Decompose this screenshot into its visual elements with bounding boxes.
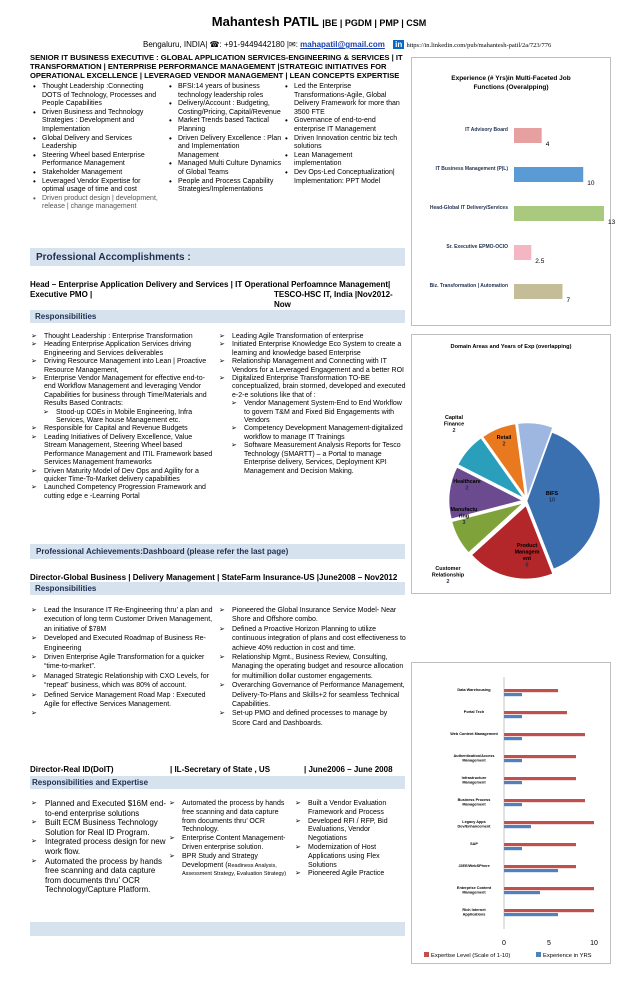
bar: [504, 777, 576, 780]
footer-bar: [30, 922, 405, 936]
slice-label: Healthcare: [453, 479, 481, 485]
list-item: ➢ Driving Resource Management into Lean | Proactive Resource Management,: [30, 358, 215, 375]
list-item: ➢ Developed RFI / RFP, Bid Evaluations, Vendor Negotiations: [294, 818, 406, 844]
list-item: ➢ Heading Enterprise Application Services driving Engineering and Services deliverables: [30, 341, 215, 358]
job2-responsibilities-label: Responsibilities: [35, 584, 97, 593]
list-item: ➢ Enterprise Vendor Management for effective end-to-end Workflow Management and leveraging Vendor Capabilities for business through Time/Materials and Results Based Contracts:: [30, 375, 215, 409]
summary-col-2: [166, 83, 282, 195]
email-link[interactable]: mahapatil@gmail.com: [300, 40, 385, 49]
bar: [504, 865, 576, 868]
list-item: • Delivery/Account : Budgeting, Costing/Pricing, Capital/Revenue: [166, 100, 282, 117]
category-label: Biz. Transformation | Automation: [429, 283, 508, 289]
list-item: • Market Trends based Tactical Planning: [166, 117, 282, 134]
tick-label: 10: [590, 940, 598, 947]
list-item: ➢ Leading Initiatives of Delivery Excellence, Value Stream Management, Steering Wheel based Performance Management and ITIL Framework based Services Management frameworks: [30, 434, 215, 468]
slice-value: 3: [462, 520, 466, 526]
category-label: Head-Global IT Delivery/Services: [429, 205, 508, 211]
list-item: • Dev Ops-Led Conceptualization| Implementation: PPT Model: [282, 169, 400, 186]
slice-label: Product: [516, 543, 538, 549]
list-item: • Lean Management implementation: [282, 152, 400, 169]
contact-line: [143, 40, 638, 49]
data-label: 2.5: [535, 258, 545, 265]
data-label: 10: [587, 180, 595, 187]
list-item: ➢ Software Measurement Analysis Reports for Tesco Technology (SMARTT) – a Portal to manage Enterprise delivery, Services, Deployment KPI Management and Decision Making.: [218, 442, 406, 476]
tick-label: 0: [502, 940, 506, 947]
category-label: Authentication/Access: [453, 754, 495, 758]
list-item: • Governance of end-to-end enterprise IT Management: [282, 117, 400, 134]
data-label: 7: [566, 297, 571, 304]
list-item: ➢ Driven Enterprise Agile Transformation for a quicker “time-to-market”.: [30, 653, 215, 672]
bar: [514, 128, 542, 143]
category-label: Management: [462, 780, 486, 785]
category-label: Rich Internet: [462, 908, 486, 912]
list-item: ➢ Relationship Management and Connecting with IT Vendors for a Leveraged Engagement and a better ROI: [218, 358, 406, 375]
job3-col-1: [30, 799, 170, 895]
summary-section: [30, 53, 404, 246]
chart-title: Functions (Overalpping): [473, 84, 549, 91]
list-item: ➢ Automated the process by hands free scanning and data capture from documents thru’ OCR Technology/Capture Platform.: [30, 857, 170, 895]
job1-title: [30, 280, 405, 309]
list-item: ➢ Driven Maturity Model of Dev Ops and Agility for a quicker Time-To-Market delivery capabilities: [30, 468, 215, 485]
summary-heading-line-3: OPERATIONAL EXCELLENCE | LEVERAGED VENDOR MANAGEMENT | LEAN CONCEPTS EXPERTISE: [30, 71, 400, 80]
legend-label: Expertise Level (Scale of 1-10): [431, 953, 511, 959]
bar: [504, 869, 558, 872]
category-label: Management: [462, 890, 486, 895]
header-name-line: [0, 14, 638, 29]
header: [0, 14, 638, 29]
bar: [504, 825, 531, 828]
category-label: Management: [462, 758, 486, 763]
expertise-bar-chart-svg: [412, 663, 610, 963]
summary-heading: [30, 53, 404, 80]
contact-text: Bengaluru, INDIA| ☎: +91-9449442180 |✉:: [143, 40, 301, 49]
list-item: ➢ Initiated Enterprise Knowledge Eco System to create a learning and knowledge based Enterprise: [218, 341, 406, 358]
list-item: ➢ Developed and Executed Roadmap of Business Re-Engineering: [30, 634, 215, 653]
list-item: • Global Delivery and Services Leadership: [30, 135, 158, 152]
job3-col-3: [294, 800, 406, 879]
legend-label: Experience in YRS: [543, 953, 592, 959]
bar: [504, 733, 585, 736]
list-item: • Steering Wheel based Enterprise Performance Management: [30, 152, 158, 169]
slice-label: BIFS: [545, 491, 559, 497]
linkedin-link[interactable]: https://in.linkedin.com/pub/mahantesh-patil/2a/723/776: [406, 42, 552, 49]
slice-label: Relationship: [431, 572, 465, 579]
job2-left-list: [30, 606, 215, 709]
list-item: • Stakeholder Management: [30, 169, 158, 178]
qualifications: |BE | PGDM | PMP | CSM: [322, 18, 427, 28]
bar: [514, 284, 562, 299]
category-label: Enterprise Content: [456, 886, 492, 890]
experience-bar-chart-svg: [412, 58, 616, 325]
job3-role: Director-Real ID(DoIT): [30, 765, 114, 774]
list-item: • Led the Enterprise Transformations-Agile, Global Delivery Framework for more than 3500 FTE: [282, 83, 400, 117]
bar: [504, 759, 522, 762]
slice-value: 2: [465, 485, 469, 492]
bar: [504, 887, 594, 890]
dashboard-bar: [30, 544, 405, 559]
bar: [504, 803, 522, 806]
summary-heading-line-1: SENIOR IT BUSINESS EXECUTIVE : GLOBAL APPLICATION SERVICES-ENGINEERING & SERVICES | IT: [30, 53, 403, 62]
slice-value: 10: [549, 497, 555, 504]
category-label: SAP: [470, 842, 478, 846]
list-item: ➢ Defined a Proactive Horizon Planning to utilize continuous integration of plans and cost effectiveness to achieve 40% reduction in cost and time.: [218, 625, 406, 653]
list-item: ➢ Pioneered Agile Practice: [294, 870, 406, 879]
bpr-detail: Readiness Analysis, Assessment Strategy, Evaluation Strategy): [182, 862, 287, 878]
list-item: ➢ Overarching Governance of Performance Management, Delivery-To-Plans and Skills+2 for seamless Technical Capabilities.: [218, 681, 406, 709]
list-item: • BFSI:14 years of business technology leadership roles: [166, 83, 282, 100]
bar: [504, 781, 522, 784]
category-label: Business Process: [457, 798, 491, 802]
category-label: IT Advisory Board: [465, 127, 508, 133]
slice-label: ring: [458, 513, 470, 520]
job1-right-list: [218, 333, 406, 476]
category-label: Infrastructure: [461, 776, 487, 780]
list-item: ➢ Built ECM Business Technology Solution for Real ID Program.: [30, 818, 170, 837]
bar: [504, 909, 594, 912]
candidate-name: Mahantesh PATIL: [211, 14, 319, 29]
bar: [504, 847, 522, 850]
list-item: ➢ Competency Development Management-digitalized workflow to manage IT Trainings: [218, 425, 406, 442]
experience-chart: [411, 57, 616, 326]
bar: [504, 843, 576, 846]
list-item: • Leveraged Vendor Expertise for optimal usage of time and cost: [30, 178, 158, 195]
list-item: ➢ Built a Vendor Evaluation Framework and Process: [294, 800, 406, 818]
slice-label: Finance: [443, 421, 465, 428]
slice-label: ent: [522, 556, 532, 562]
category-label: Legacy Apps: [462, 820, 486, 824]
list-item: ➢ Lead the Insurance IT Re-Engineering thru’ a plan and execution of long term Customer Driven Management, an initiative of $78M: [30, 606, 215, 634]
bar: [514, 206, 604, 221]
list-item: • Driven product design | development, release | change management: [30, 195, 158, 212]
category-label: Portal Tech: [463, 710, 485, 714]
category-label: Applications: [462, 912, 486, 917]
slice-value: 2: [452, 428, 456, 434]
bpr-text: BPR Study and Strategy Development (: [182, 852, 258, 869]
list-item: ➢ Launched Competency Progression Framework and cutting edge e -Learning Portal: [30, 484, 215, 501]
bar: [504, 715, 522, 718]
summary-col-3: [282, 83, 400, 186]
category-label: Sr. Executive EPMO-OCIO: [446, 244, 508, 250]
job2-right-list: [218, 606, 406, 728]
expertise-chart: [411, 662, 611, 964]
category-label: J2EE/WebSPhere: [458, 864, 490, 868]
slice-label: Retail: [496, 435, 512, 441]
dashboard-label: Professional Achievements:Dashboard (please refer the last page): [36, 547, 289, 556]
accomplishments-bar: [30, 248, 405, 266]
bar: [504, 821, 594, 824]
list-item: ➢ Responsible for Capital and Revenue Budgets: [30, 425, 215, 433]
summary-col-1: [30, 83, 158, 212]
bar: [514, 245, 531, 260]
bar: [504, 737, 522, 740]
list-item: ➢ Automated the process by hands free scanning and data capture from documents thru’ OCR Technology.: [168, 800, 293, 835]
domain-pie-chart-svg: [412, 335, 610, 593]
bar: [504, 693, 522, 696]
category-label: IT Business Management (P|L): [435, 166, 508, 172]
slice-label: Customer: [435, 566, 461, 572]
list-item: • Driven Innovation centric biz tech solutions: [282, 135, 400, 152]
list-item: • Managed Multi Culture Dynamics of Global Teams: [166, 160, 282, 177]
legend-swatch: [424, 952, 429, 957]
slice-label: Manufactu: [450, 507, 478, 513]
category-label: Web Content Management: [450, 732, 498, 736]
bar: [504, 689, 558, 692]
category-label: Data Warehousing: [457, 688, 491, 692]
bar: [504, 799, 585, 802]
list-item: ➢ Relationship Mgmt., Business Review, Consulting, Managing the operating budget and resource allocation for multimillion dollar customer engagements.: [218, 653, 406, 681]
legend-swatch: [536, 952, 541, 957]
job2-responsibilities-bar: [30, 582, 405, 595]
slice-value: 5: [525, 562, 529, 569]
category-label: Management: [462, 802, 486, 807]
bar: [504, 891, 540, 894]
list-item: ➢ Defined Service Management Road Map : Executed Agile for effective Services Management.: [30, 691, 215, 710]
chart-title: Domain Areas and Years of Exp (overlapping): [450, 344, 572, 350]
job3-responsibilities-bar: [30, 776, 405, 789]
list-item: ➢ Vendor Management System-End to End Workflow to govern T&M and Fixed Bid Engagements with Vendors: [218, 400, 406, 425]
domain-chart: [411, 334, 611, 594]
job3-org: | IL-Secretary of State , US: [170, 765, 271, 774]
job3-col-2: [168, 800, 293, 879]
accomplishments-heading: Professional Accomplishments :: [36, 252, 191, 263]
list-item: ➢ Digitalized Enterprise Transformation TO-BE conceptualized, brain stormed, developed and executed e-2-e solutions like that of :: [218, 375, 406, 400]
summary-heading-line-2: TRANSFORMATION | ENTERPRISE PERFORMANCE MANAGEMENT |STRATEGIC INITIATIVES FOR: [30, 62, 387, 71]
linkedin-icon[interactable]: in: [395, 40, 403, 49]
job1-responsibilities-label: Responsibilities: [35, 312, 97, 321]
job3-title: [30, 765, 408, 775]
job3-dates: | June2006 – June 2008: [304, 765, 393, 774]
list-item: • People and Process Capability Strategies/Implementations: [166, 178, 282, 195]
chart-title: Experience (# Yrs)in Multi-Faceted Job: [451, 75, 571, 82]
slice-label: Managem: [514, 549, 540, 556]
job1-title-line-2: Executive PMO |: [30, 290, 93, 299]
list-item: • Thought Leadership :Connecting DOTS of Technology, Processes and People Capabilities: [30, 83, 158, 109]
job1-title-line-1: Head – Enterprise Application Delivery and Services | IT Operational Perfoamnce Management|: [30, 280, 391, 289]
list-item: ➢ Thought Leadership : Enterprise Transformation: [30, 333, 215, 341]
bar: [504, 711, 567, 714]
job1-company-dates: TESCO-HSC IT, India |Nov2012-Now: [274, 290, 393, 309]
list-item: ➢ Integrated process design for new work flow.: [30, 837, 170, 856]
list-item: ➢ Pioneered the Global Insurance Service Model- Near Shore and Offshore combo.: [218, 606, 406, 625]
job1-left-list: [30, 333, 215, 501]
list-item: ➢ Managed Strategic Relationship with CXO Levels, for “repeat” business, which was 80% of account.: [30, 672, 215, 691]
list-item: • Driven Delivery Excellence : Plan and Implementation Management: [166, 135, 282, 161]
job1-responsibilities-bar: [30, 310, 405, 323]
bar: [504, 755, 576, 758]
list-item: [168, 853, 293, 879]
slice-value: 2: [446, 579, 450, 585]
slice-value: 2: [502, 441, 506, 448]
data-label: 13: [608, 219, 616, 226]
list-item: ➢ Modernization of Host Applications using Flex Solutions: [294, 844, 406, 870]
data-label: 4: [545, 141, 550, 148]
category-label: Dev/Enhancement: [457, 824, 491, 829]
list-item: ➢ Stood-up COEs in Mobile Engineering, Infra Services, Ware house Management etc.: [30, 409, 215, 426]
slice-label: Capital: [445, 415, 463, 421]
list-item: ➢ Leading Agile Transformation of enterprise: [218, 333, 406, 341]
job2-title: Director-Global Business | Delivery Management | StateFarm Insurance-US |June2008 – Nov2012: [30, 573, 398, 582]
list-item: ➢ Enterprise Content Management-Driven enterprise solution.: [168, 835, 293, 853]
list-item: • Driven Business and Technology Strategies : Development and Implementation: [30, 109, 158, 135]
tick-label: 5: [547, 940, 551, 947]
list-item: ➢ Planned and Executed $16M end-to-end enterprise solutions: [30, 799, 170, 818]
list-item: ➢ Set-up PMO and defined processes to manage by Score Card and Dashboards.: [218, 709, 406, 728]
job3-responsibilities-label: Responsibilities and Expertise: [32, 778, 149, 787]
bar: [504, 913, 558, 916]
bar: [514, 167, 583, 182]
